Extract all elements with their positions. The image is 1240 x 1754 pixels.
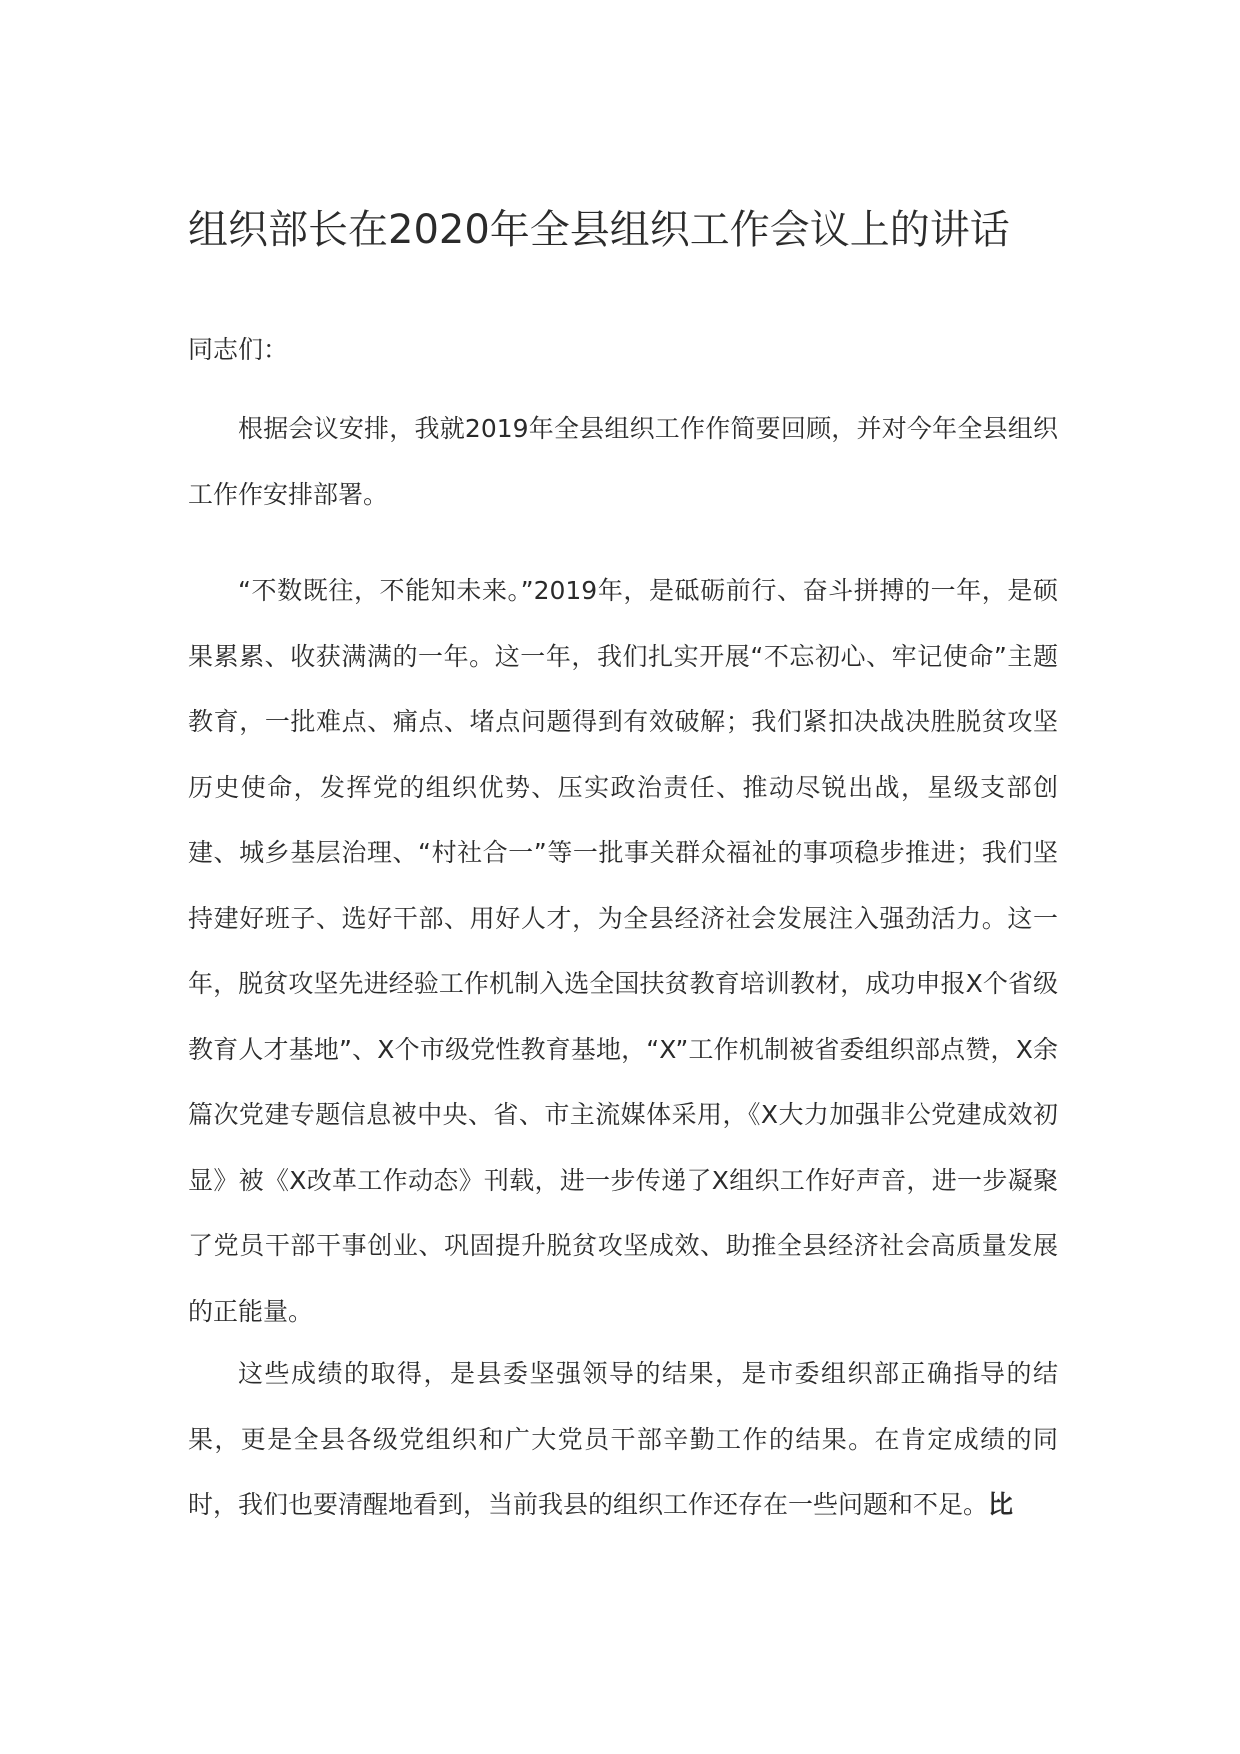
salutation: 同志们： bbox=[188, 335, 289, 364]
paragraph-3-bold-start: 比 bbox=[988, 1490, 1014, 1519]
document-title: 组织部长在2020年全县组织工作会议上的讲话 bbox=[188, 207, 1010, 253]
paragraph-1: 根据会议安排，我就2019年全县组织工作作简要回顾，并对今年全县组织工作作安排部署。 bbox=[188, 414, 1058, 509]
paragraph-3 bbox=[188, 1341, 1058, 1538]
paragraph-2: “不数既往，不能知未来。”2019年，是砥砺前行、奋斗拼搏的一年，是硕果累累、收获满满的一年。这一年，我们扎实开展“不忘初心、牢记使命”主题教育，一批难点、痛点、堵点问题得到有效破解；我们紧扣决战决胜脱贫攻坚历史使命，发挥党的组织优势、压实政治责任、推动尽锐出战，星级支部创建、城乡基层治理、“村社合一”等一批事关群众福祉的事项稳步推进；我们坚持建好班子、选好干部、用好人才，为全县经济社会发展注入强劲活力。这一年，脱贫攻坚先进经验工作机制入选全国扶贫教育培训教材，成功申报X个省级教育人才基地”、X个市级党性教育基地，“X”工作机制被省委组织部点赞，X余篇次党建专题信息被中央、省、市主流媒体采用，《X大力加强非公党建成效初显》被《X改革工作动态》刊载，进一步传递了X组织工作好声音，进一步凝聚了党员干部干事创业、巩固提升脱贫攻坚成效、助推全县经济社会高质量发展的正能量。 bbox=[188, 576, 1058, 1326]
paragraph-3-text: 这些成绩的取得，是县委坚强领导的结果，是市委组织部正确指导的结果，更是全县各级党组织和广大党员干部辛勤工作的结果。在肯定成绩的同时，我们也要清醒地看到，当前我县的组织工作还存在一些问题和不足。 bbox=[188, 1359, 1058, 1519]
